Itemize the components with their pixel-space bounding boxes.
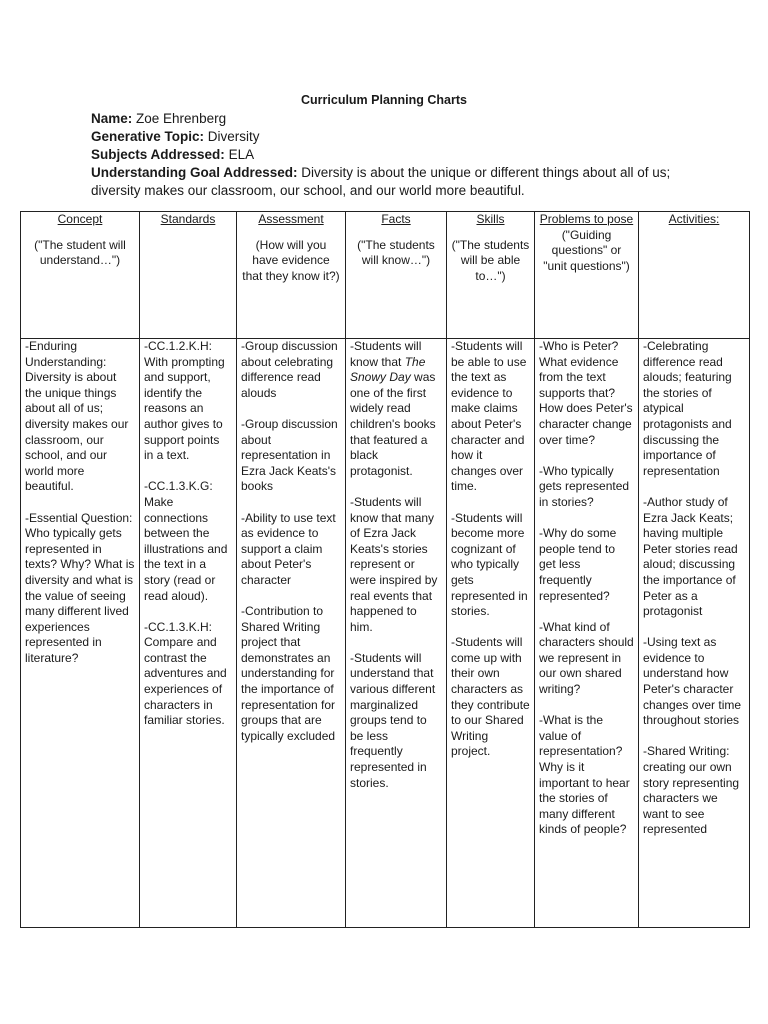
cell-paragraph: -Students will become more cognizant of who typically gets represented in stories. — [451, 510, 528, 619]
cell-paragraph: -What kind of characters should we represent in our own shared writing? — [539, 619, 634, 697]
standards-cell — [140, 339, 237, 928]
cell-paragraph: -Celebrating difference read alouds; featuring the stories of atypical protagonists and discussing the importance of representation — [643, 339, 732, 478]
cell-paragraph: -Students will know that many of Ezra Jack Keats's stories represent or were inspired by real events that happened to him. — [350, 494, 438, 634]
generative-topic-value: Diversity — [207, 129, 260, 144]
column-subtitle: ("The students will know…") — [357, 237, 435, 268]
column-title: Skills — [476, 212, 505, 226]
column-subtitle: ("The student will understand…") — [34, 237, 126, 268]
cell-paragraph: -Who typically gets represented in stories? — [539, 463, 630, 509]
column-title: Assessment — [258, 212, 324, 226]
name-value: Zoe Ehrenberg — [136, 111, 227, 126]
understanding-goal-line — [91, 164, 676, 200]
cell-paragraph: -Essential Question: Who typically gets represented in texts? Why? What is diversity and what is the value of seeing many different lived experiences represented in literature? — [25, 510, 135, 665]
table-header-row — [21, 212, 750, 339]
column-subtitle: (How will you have evidence that they know it?) — [242, 237, 340, 283]
header-cell-facts — [346, 212, 447, 339]
facts-text: -Students will know that — [350, 339, 422, 369]
name-line — [91, 110, 676, 128]
curriculum-table — [20, 211, 750, 928]
column-title: Concept — [57, 212, 103, 226]
cell-paragraph: -Why do some people tend to get less frequently represented? — [539, 526, 617, 603]
column-title: Activities: — [668, 212, 720, 226]
assessment-cell — [237, 339, 346, 928]
book-title: The Snowy Day — [350, 354, 426, 385]
cell-paragraph: -CC.1.3.K.G: Make connections between the illustrations and the text in a story (read or read aloud). — [144, 479, 228, 603]
table-body-row — [21, 339, 750, 928]
column-title: Facts — [381, 212, 411, 226]
cell-paragraph: -Who is Peter? What evidence from the text supports that? How does Peter's character change over time? — [539, 339, 633, 447]
cell-paragraph: -Contribution to Shared Writing project that demonstrates an understanding for the importance of representation for groups that are typically excluded — [241, 604, 336, 743]
cell-paragraph: -Using text as evidence to understand how Peter's character changes over time throughout stories — [643, 635, 742, 728]
header-cell-standards — [140, 212, 237, 339]
cell-paragraph: -Students will be able to use the text as evidence to make claims about Peter's character and how it changes over time. — [451, 339, 527, 494]
cell-paragraph: -Enduring Understanding: Diversity is about the unique things about all of us; diversity makes our classroom, our school, and our world more beautiful. — [25, 339, 129, 494]
header-cell-skills — [447, 212, 535, 339]
subjects-value: ELA — [228, 147, 255, 162]
cell-paragraph — [350, 339, 442, 479]
understanding-goal-label: Understanding Goal Addressed: — [91, 165, 298, 180]
cell-paragraph: -Group discussion about celebrating difference read alouds — [241, 339, 338, 400]
subjects-label: Subjects Addressed: — [91, 147, 225, 162]
header-cell-problems — [535, 212, 639, 339]
cell-paragraph: -CC.1.2.K.H: With prompting and support, identify the reasons an author gives to support points in a text. — [144, 339, 225, 463]
skills-cell — [447, 339, 535, 928]
column-subtitle: ("The students will be able to…") — [451, 237, 530, 283]
cell-paragraph: -Group discussion about representation in Ezra Jack Keats's books — [241, 416, 338, 494]
column-title: Problems to pose — [539, 212, 634, 226]
facts-cell — [346, 339, 447, 928]
facts-text: was one of the first widely read children's books that featured a black protagonist. — [350, 370, 436, 478]
header-cell-assessment — [237, 212, 346, 339]
column-subtitle: ("Guiding questions" or "unit questions") — [543, 227, 630, 273]
subjects-line — [91, 146, 676, 164]
cell-paragraph: -Students will come up with their own characters as they contribute to our Shared Writing project. — [451, 635, 530, 759]
problems-cell — [535, 339, 639, 928]
generative-topic-label: Generative Topic: — [91, 129, 205, 144]
header-cell-concept — [21, 212, 140, 339]
name-label: Name: — [91, 111, 133, 126]
cell-paragraph: -CC.1.3.K.H: Compare and contrast the adventures and experiences of characters in familiar stories. — [144, 619, 227, 728]
activities-cell — [639, 339, 750, 928]
cell-paragraph: -Shared Writing: creating our own story representing characters we want to see represented — [643, 744, 740, 837]
cell-paragraph: -Author study of Ezra Jack Keats; having multiple Peter stories read aloud; discussing the importance of Peter as a protagonist — [643, 494, 738, 619]
document-meta — [91, 110, 676, 200]
column-title: Standards — [160, 212, 216, 226]
concept-cell — [21, 339, 140, 928]
cell-paragraph: -Students will understand that various different marginalized groups tend to be less frequently represented in stories. — [350, 650, 436, 790]
cell-paragraph: -What is the value of representation? Why is it important to hear the stories of many different kinds of people? — [539, 713, 630, 837]
cell-paragraph: -Ability to use text as evidence to support a claim about Peter's character — [241, 510, 336, 587]
document-title: Curriculum Planning Charts — [301, 93, 467, 107]
header-cell-activities — [639, 212, 750, 339]
understanding-goal-value: Diversity is about the unique or different things about all of us; diversity makes our classroom, our school, and our world more beautiful. — [91, 165, 671, 198]
generative-topic-line — [91, 128, 676, 146]
